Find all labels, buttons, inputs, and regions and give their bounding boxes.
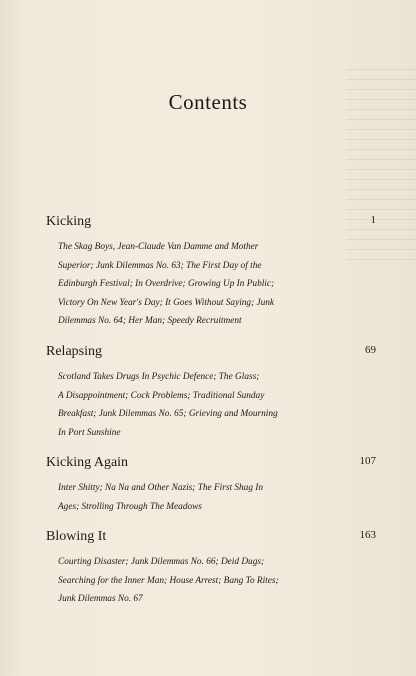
section-page-number: 1: [370, 214, 376, 226]
chapter-list-line: In Port Sunshine: [58, 427, 121, 438]
page-title: Contents: [168, 90, 248, 114]
chapter-list-line: A Disappointment; Cock Problems; Traditional Sunday: [58, 390, 265, 401]
section-page-number: 69: [365, 344, 376, 356]
toc-section-kicking: [46, 214, 376, 331]
chapter-list-line: Victory On New Year's Day; It Goes Without Saying; Junk: [58, 297, 275, 308]
section-title: Blowing It: [46, 529, 107, 544]
chapter-list-line: Edinburgh Festival; In Overdrive; Growing Up In Public;: [58, 279, 275, 289]
section-page-number: 163: [359, 529, 376, 541]
chapter-list-line: Ages; Strolling Through The Meadows: [58, 501, 202, 512]
chapter-list-line: Courting Disaster; Junk Dilemmas No. 66; Deid Dugs;: [58, 557, 265, 567]
chapter-list-line: Junk Dilemmas No. 67: [58, 594, 143, 604]
toc-section-kicking-again: [46, 455, 376, 516]
toc-section-blowing-it: [46, 529, 376, 609]
section-title: Kicking: [46, 214, 92, 229]
chapter-list-line: Scotland Takes Drugs In Psychic Defence; The Glass;: [58, 372, 260, 382]
chapter-list-line: Dilemmas No. 64; Her Man; Speedy Recruitment: [58, 316, 242, 326]
chapter-list-line: The Skag Boys, Jean-Claude Van Damme and Mother: [58, 242, 259, 252]
section-title: Kicking Again: [46, 455, 129, 470]
chapter-list-line: Inter Shitty; Na Na and Other Nazis; The First Shag In: [58, 483, 264, 493]
section-title: Relapsing: [46, 344, 102, 359]
section-page-number: 107: [359, 455, 376, 467]
chapter-list-line: Breakfast; Junk Dilemmas No. 65; Grieving and Mourning: [58, 409, 278, 419]
chapter-list-line: Searching for the Inner Man; House Arrest; Bang To Rites;: [58, 575, 279, 586]
toc-section-relapsing: [46, 344, 376, 442]
chapter-list-line: Superior; Junk Dilemmas No. 63; The First Day of the: [58, 260, 262, 271]
